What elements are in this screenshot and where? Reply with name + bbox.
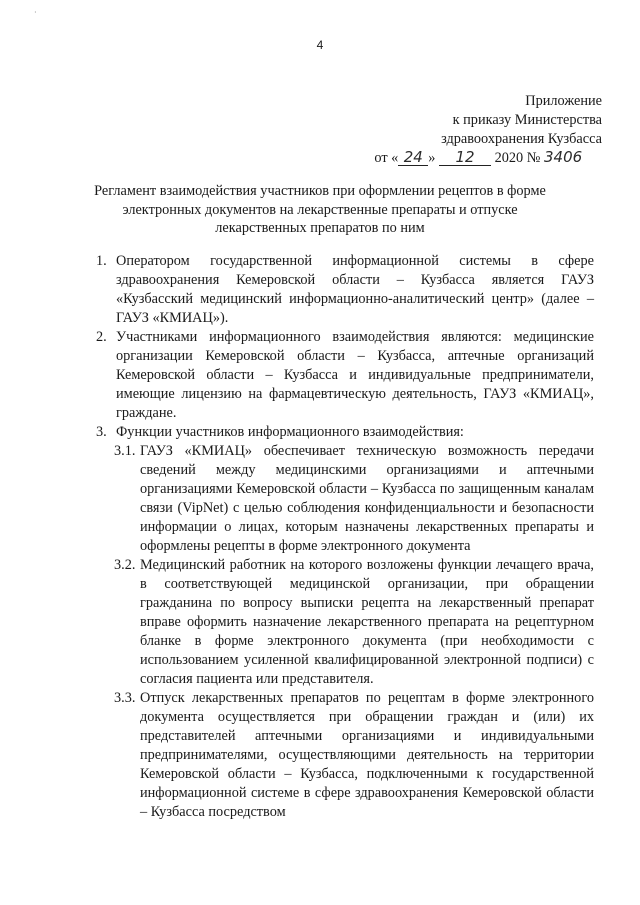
handwritten-month: 12 [439,150,491,166]
order-date-line [374,149,602,168]
appendix-line-3: здравоохранения Кузбасса [441,131,602,147]
list-item [96,328,594,423]
sub-item-number: 3.1. [114,443,136,459]
item-number: 1. [96,253,107,269]
sub-item [96,556,594,689]
item-number: 2. [96,329,107,345]
item-number: 3. [96,424,107,440]
document-body [96,252,594,822]
handwritten-day: 24 [398,150,428,166]
sub-item [96,442,594,556]
item-text: Участниками информационного взаимодействия являются: медицинские организации Кемеровской области – Кузбасса, аптечные организаций Кемеровской области – Кузбасса и индивидуальные предприниматели, имеющие лицензию на фармацевтическую деятельность, ГАУЗ «КМИАЦ», граждане. [116,329,594,421]
date-year: 2020 № [494,150,541,166]
list-item [96,423,594,442]
appendix-line-1: Приложение [525,93,602,109]
document-title: Регламент взаимодействия участников при оформлении рецептов в форме электронных документов на лекарственные препараты и отпуске лекарственных препаратов по ним [94,183,546,236]
sub-item [96,689,594,822]
sub-item-text: Отпуск лекарственных препаратов по рецептам в форме электронного документа осуществляется при обращении граждан и (или) их представителей аптечными организациями и индивидуальными предпринимателями, осуществляющими деятельность на территории Кемеровской области – Кузбасса, подключенными к государственной информационной системе в сфере здравоохранения Кемеровской области – Кузбасса посредством [140,690,594,820]
sub-item-text: ГАУЗ «КМИАЦ» обеспечивает техническую возможность передачи сведений между медицинскими организациями и аптечными организациями Кемеровской области – Кузбасса по защищенным каналам связи (VipNet) с целью соблюдения конфиденциальности и безопасности информации о лицах, которым назначены лекарственных препараты и оформлены рецепты в форме электронного документа [140,443,594,554]
date-prefix: от « [374,150,399,166]
list-item [96,252,594,328]
sub-item-number: 3.3. [114,690,136,706]
item-text: Функции участников информационного взаимодействия: [116,424,464,440]
date-quote-close: » [428,150,436,166]
page-number: 4 [316,38,324,52]
handwritten-order-number: 3406 [544,148,583,166]
scan-mark: · [34,8,37,17]
sub-item-number: 3.2. [114,557,136,573]
sub-item-text: Медицинский работник на которого возложены функции лечащего врача, в соответствующей медицинской организации, при обращении гражданина по вопросу выписки рецепта на лекарственный препарат вправе оформить назначение лекарственного препарата на рецептурном бланке в форме электронного документа (при необходимости с использованием усиленной квалифицированной электронной подписи) с согласия пациента или представителя. [140,557,594,687]
appendix-header [374,92,602,168]
item-text: Оператором государственной информационной системы в сфере здравоохранения Кемеровской области – Кузбасса является ГАУЗ «Кузбасский медицинский информационно-аналитический центр» (далее – ГАУЗ «КМИАЦ»). [116,253,594,326]
appendix-line-2: к приказу Министерства [452,112,602,128]
